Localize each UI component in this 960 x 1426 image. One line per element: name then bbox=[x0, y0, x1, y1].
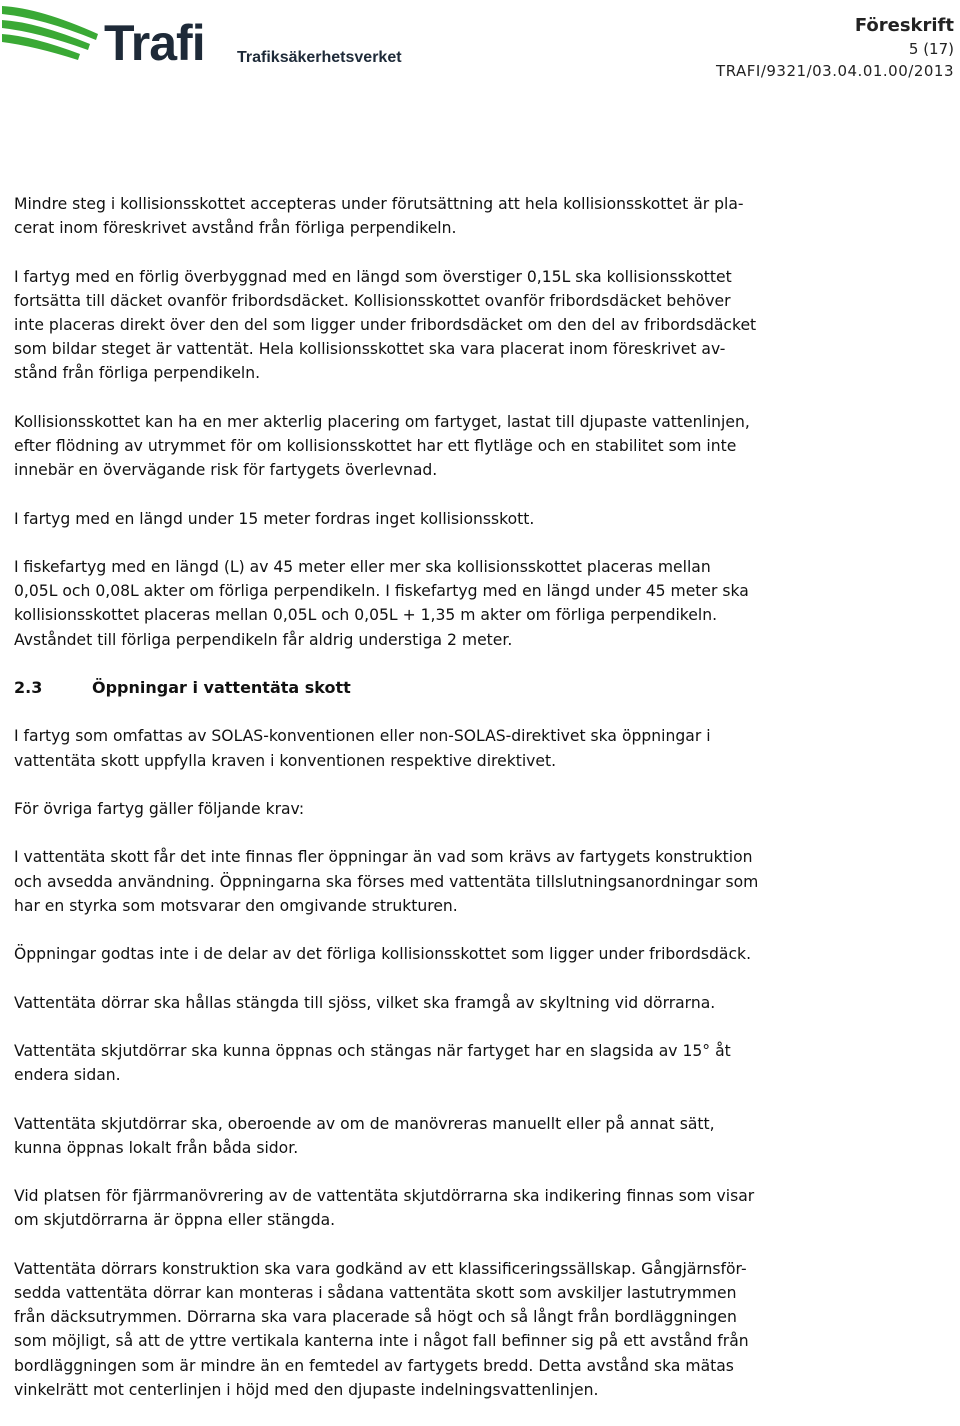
paragraph: I fartyg med en förlig överbyggnad med en längd som överstiger 0,15L ska kollisionsskottet fortsätta till däcket ovanför fribordsdäcket. Kollisionsskottet ovanför fribordsdäcket behöver inte placeras direkt över den del som ligger under fribordsdäcket om den del av fribordsdäcket som bildar steget är vattentät. Hela kollisionsskottet ska vara placerat inom föreskrivet av- stånd från förliga perpendikeln. bbox=[14, 267, 757, 383]
paragraph: I fiskefartyg med en längd (L) av 45 meter eller mer ska kollisionsskottet placeras mellan 0,05L och 0,08L akter om förliga perpendikeln. I fiskefartyg med en längd under 45 meter ska kollisionsskottet placeras mellan 0,05L och 0,05L + 1,35 m akter om förliga perpendikeln. Avståndet till förliga perpendikeln får aldrig understiga 2 meter. bbox=[14, 557, 749, 649]
paragraph: Kollisionsskottet kan ha en mer akterlig placering om fartyget, lastat till djupaste vattenlinjen, efter flödning av utrymmet för om kollisionsskottet har ett flytläge och en stabilitet som inte innebär en övervägande risk för fartygets överlevnad. bbox=[14, 412, 750, 480]
document-body bbox=[14, 192, 958, 1426]
paragraph: I vattentäta skott får det inte finnas fler öppningar än vad som krävs av fartygets konstruktion och avsedda användning. Öppningarna ska förses med vattentäta tillslutningsanordningar som har en styrka som motsvarar den omgivande strukturen. bbox=[14, 848, 759, 915]
document-header-meta bbox=[716, 14, 954, 82]
section-number: 2.3 bbox=[14, 677, 43, 697]
trafi-swoosh-icon bbox=[0, 0, 110, 80]
logo-wordmark: Trafi bbox=[104, 15, 205, 71]
paragraph: Vattentäta dörrar ska hållas stängda till sjöss, vilket ska framgå av skyltning vid dörrarna. bbox=[14, 993, 716, 1012]
paragraph: Vattentäta dörrars konstruktion ska vara godkänd av ett klassificeringssällskap. Gångjärnsför- sedda vattentäta dörrar kan monteras i sådana vattentäta skott som avskiljer lastutrymmen från däcksutrymmen. Dörrarna ska vara placerade så högt och så långt från bordläggningen som möjligt, så att de yttre vertikala kanterna inte i något fall befinner sig på ett avstånd från bordläggningen som är mindre än en femtedel av fartygets bredd. Detta avstånd ska mätas vinkelrätt mot centerlinjen i höjd med den djupaste indelningsvattenlinjen. bbox=[14, 1259, 749, 1399]
paragraph: Mindre steg i kollisionsskottet accepteras under förutsättning att hela kollisionsskottet är pla- cerat inom föreskrivet avstånd från förliga perpendikeln. bbox=[14, 195, 744, 238]
page-number: 5 (17) bbox=[908, 40, 954, 58]
logo-subtitle: Trafiksäkerhetsverket bbox=[237, 49, 402, 66]
paragraph: I fartyg med en längd under 15 meter fordras inget kollisionsskott. bbox=[14, 509, 535, 528]
section-title: Öppningar i vattentäta skott bbox=[92, 677, 351, 697]
section-heading bbox=[14, 676, 958, 700]
paragraph: Öppningar godtas inte i de delar av det förliga kollisionsskottet som ligger under fribordsdäck. bbox=[14, 945, 752, 964]
trafi-logo bbox=[0, 0, 400, 80]
paragraph: I fartyg som omfattas av SOLAS-konventionen eller non-SOLAS-direktivet ska öppningar i vattentäta skott uppfylla kraven i konventionen respektive direktivet. bbox=[14, 727, 711, 770]
paragraph: Vattentäta skjutdörrar ska, oberoende av om de manövreras manuellt eller på annat sätt, kunna öppnas lokalt från båda sidor. bbox=[14, 1114, 715, 1157]
paragraph: Vattentäta skjutdörrar ska kunna öppnas och stängas när fartyget har en slagsida av 15° åt endera sidan. bbox=[14, 1041, 731, 1085]
document-reference: TRAFI/9321/03.04.01.00/2013 bbox=[716, 62, 954, 80]
paragraph: För övriga fartyg gäller följande krav: bbox=[14, 799, 305, 818]
document-type: Föreskrift bbox=[854, 15, 954, 36]
paragraph: Vid platsen för fjärrmanövrering av de vattentäta skjutdörrarna ska indikering finnas som visar om skjutdörrarna är öppna eller stängda. bbox=[14, 1187, 755, 1230]
